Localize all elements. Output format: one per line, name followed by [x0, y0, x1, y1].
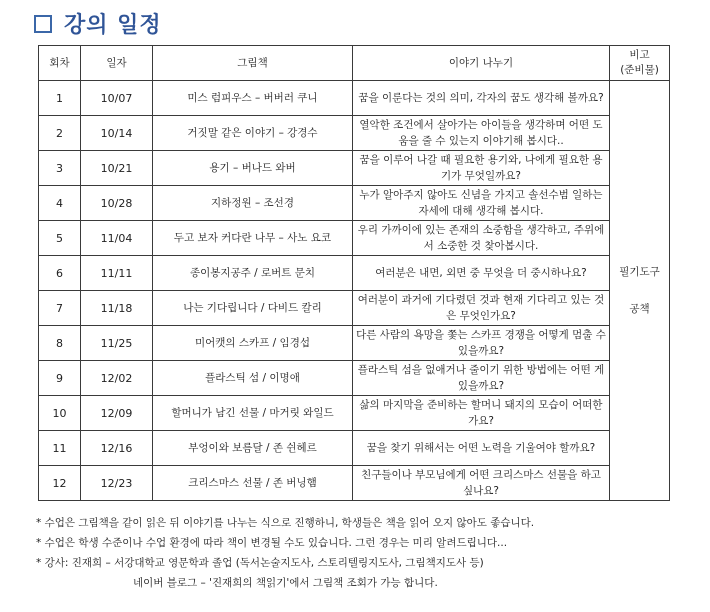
- table-row: [39, 116, 670, 151]
- column-header-book: 그림책: [153, 46, 353, 81]
- cell-book: 부엉이와 보름달 / 존 쉰헤르: [153, 431, 353, 466]
- page-title: 강의 일정: [64, 13, 162, 38]
- footnote-line: * 수업은 학생 수준이나 수업 환경에 따라 책이 변경될 수도 있습니다. 그런 경우는 미리 알려드립니다...: [36, 537, 508, 549]
- cell-book: 플라스틱 섬 / 이명애: [153, 361, 353, 396]
- cell-no: 2: [39, 116, 81, 151]
- column-header-note-line1: 비고: [629, 49, 650, 61]
- table-row: [39, 81, 670, 116]
- cell-talk: 친구들이나 부모님에게 어떤 크리스마스 선물을 하고 싶나요?: [353, 466, 610, 501]
- column-header-talk: 이야기 나누기: [353, 46, 610, 81]
- cell-date: 10/07: [81, 81, 153, 116]
- checkbox-icon: [34, 15, 52, 33]
- cell-no: 4: [39, 186, 81, 221]
- cell-talk: 열악한 조건에서 살아가는 아이들을 생각하며 어떤 도움을 줄 수 있는지 이야기해 봅시다..: [353, 116, 610, 151]
- cell-no: 11: [39, 431, 81, 466]
- cell-date: 11/04: [81, 221, 153, 256]
- cell-no: 12: [39, 466, 81, 501]
- cell-talk: 우리 가까이에 있는 존재의 소중함을 생각하고, 주위에서 소중한 것 찾아봅시다.: [353, 221, 610, 256]
- cell-talk: 여러분이 과거에 기다렸던 것과 현재 기다리고 있는 것은 무엇인가요?: [353, 291, 610, 326]
- cell-date: 10/21: [81, 151, 153, 186]
- schedule-table: [38, 45, 670, 501]
- footnote-line: 네이버 블로그 – '진재희의 책읽기'에서 그림책 조회가 가능 합니다.: [133, 577, 438, 589]
- cell-book: 할머니가 남긴 선물 / 마거릿 와일드: [153, 396, 353, 431]
- table-row: [39, 221, 670, 256]
- table-row: [39, 291, 670, 326]
- cell-no: 7: [39, 291, 81, 326]
- cell-talk: 다른 사람의 욕망을 쫓는 스카프 경쟁을 어떻게 멈출 수 있을까요?: [353, 326, 610, 361]
- column-header-note: [610, 46, 670, 81]
- note-line2: 공책: [629, 302, 650, 315]
- footnotes: [36, 513, 686, 593]
- cell-no: 3: [39, 151, 81, 186]
- cell-date: 11/25: [81, 326, 153, 361]
- column-header-no: 회차: [39, 46, 81, 81]
- table-header-row: [39, 46, 670, 81]
- cell-date: 12/16: [81, 431, 153, 466]
- table-row: [39, 396, 670, 431]
- cell-date: 12/02: [81, 361, 153, 396]
- cell-talk: 꿈을 찾기 위해서는 어떤 노력을 기울여야 할까요?: [353, 431, 610, 466]
- table-row: [39, 466, 670, 501]
- cell-no: 5: [39, 221, 81, 256]
- cell-date: 11/18: [81, 291, 153, 326]
- cell-book: 거짓말 같은 이야기 – 강경수: [153, 116, 353, 151]
- section-header: [34, 8, 162, 39]
- cell-date: 10/28: [81, 186, 153, 221]
- note-line1: 필기도구: [619, 265, 660, 278]
- table-row: [39, 326, 670, 361]
- cell-talk: 여러분은 내면, 외면 중 무엇을 더 중시하나요?: [353, 256, 610, 291]
- footnote-line: * 강사: 진재희 – 서강대학교 영문학과 졸업 (독서논술지도사, 스토리텔링지도사, 그림책지도사 등): [36, 557, 484, 569]
- cell-book: 두고 보자 커다란 나무 – 사노 요코: [153, 221, 353, 256]
- cell-no: 9: [39, 361, 81, 396]
- cell-no: 1: [39, 81, 81, 116]
- cell-no: 6: [39, 256, 81, 291]
- cell-talk: 꿈을 이루어 나갈 때 필요한 용기와, 나에게 필요한 용기가 무엇일까요?: [353, 151, 610, 186]
- column-header-date: 일자: [81, 46, 153, 81]
- cell-note: [610, 81, 670, 501]
- cell-talk: 삶의 마지막을 준비하는 할머니 돼지의 모습이 어떠한가요?: [353, 396, 610, 431]
- cell-no: 8: [39, 326, 81, 361]
- footnote-line: * 수업은 그림책을 같이 읽은 뒤 이야기를 나누는 식으로 진행하니, 학생들은 책을 읽어 오지 않아도 좋습니다.: [36, 517, 535, 529]
- cell-talk: 누가 알아주지 않아도 신념을 가지고 솔선수범 일하는 자세에 대해 생각해 봅시다.: [353, 186, 610, 221]
- cell-book: 미스 럼피우스 – 버버러 쿠니: [153, 81, 353, 116]
- cell-date: 12/23: [81, 466, 153, 501]
- cell-date: 10/14: [81, 116, 153, 151]
- cell-book: 용기 – 버나드 와버: [153, 151, 353, 186]
- table-row: [39, 256, 670, 291]
- cell-book: 나는 기다립니다 / 다비드 칼리: [153, 291, 353, 326]
- cell-date: 11/11: [81, 256, 153, 291]
- table-row: [39, 431, 670, 466]
- cell-book: 크리스마스 선물 / 존 버닝햄: [153, 466, 353, 501]
- cell-book: 종이봉지공주 / 로버트 문치: [153, 256, 353, 291]
- table-row: [39, 186, 670, 221]
- cell-talk: 꿈을 이룬다는 것의 의미, 각자의 꿈도 생각해 볼까요?: [353, 81, 610, 116]
- cell-book: 미어캣의 스카프 / 임경섭: [153, 326, 353, 361]
- cell-no: 10: [39, 396, 81, 431]
- table-row: [39, 361, 670, 396]
- cell-date: 12/09: [81, 396, 153, 431]
- table-row: [39, 151, 670, 186]
- cell-book: 지하정원 – 조선경: [153, 186, 353, 221]
- cell-talk: 플라스틱 섬을 없애거나 줄이기 위한 방법에는 어떤 게 있을까요?: [353, 361, 610, 396]
- column-header-note-line2: (준비물): [620, 64, 659, 76]
